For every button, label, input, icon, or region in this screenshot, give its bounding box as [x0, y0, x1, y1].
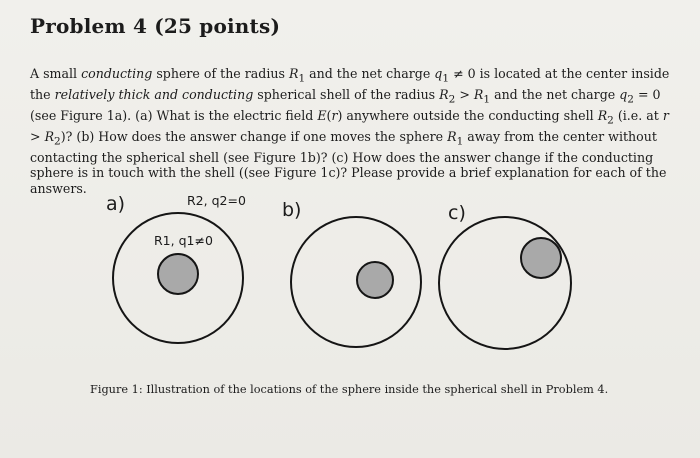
figure-caption: Figure 1: Illustration of the locations of the sphere inside the spherical shell in Problem 4. [90, 383, 609, 396]
figure-label-c: c) [448, 202, 466, 224]
figure-drawing [90, 185, 610, 385]
shell-annotation: R2, q2=0 [187, 193, 246, 208]
sphere-a [158, 254, 198, 294]
sphere-b [357, 262, 393, 298]
figure-label-a: a) [106, 193, 126, 215]
sphere-annotation: R1, q1≠0 [154, 233, 213, 248]
figure-1 [90, 185, 610, 385]
shell-c [439, 217, 571, 349]
problem-title: Problem 4 (25 points) [30, 14, 281, 38]
figure-label-b: b) [282, 199, 302, 221]
shell-b [291, 217, 421, 347]
sphere-c [521, 238, 561, 278]
problem-statement: A small conducting sphere of the radius $R_1$ and the net charge $q_1 \ne 0$ is located at the center inside the relatively thick and conducting spherical shell of the radius $R_2 > R_1$ and the net charge $q_2 = 0$ (see Figure 1a). (a) What is the electric field E(r) anywhere outside the conducting shell $R_2$ (i.e. at $r > R_2$)? (b) How does the answer change if one moves the sphere $R_1$ away from the center without contacting the spherical shell (see Figure 1b)? (c) How does the answer change if the conducting sphere is in touch with the shell ((see Figure 1c)? Please provide a brief explanation for each of the answers. [30, 66, 670, 196]
